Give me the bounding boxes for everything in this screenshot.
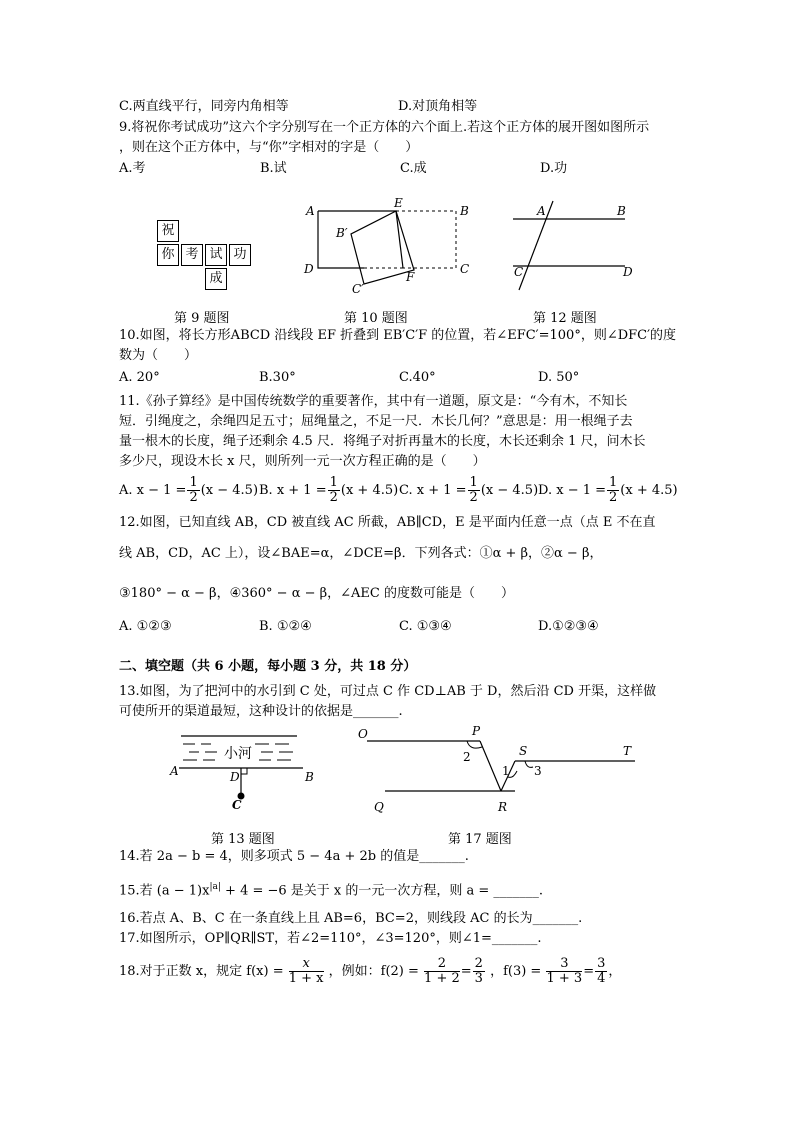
fig17-label-o: O: [358, 727, 368, 741]
fig13-label-c: C: [232, 798, 242, 812]
fig10-caption: 第 10 题图: [344, 311, 408, 326]
q11-line2: 短．引绳度之，余绳四足五寸；屈绳量之，不足一尺．木长几何？”意思是：用一根绳子去: [119, 414, 633, 429]
net-cell-zhu: 祝: [157, 220, 179, 242]
q16-line: 16.若点 A、B、C 在一条直线上且 AB=6，BC=2，则线段 AC 的长为_______.: [119, 911, 583, 926]
q12-option-b: B. ①②④: [259, 619, 312, 634]
q11-b-pre: B. x + 1 =: [259, 483, 327, 498]
q11-c-pre: C. x + 1 =: [399, 483, 467, 498]
q9-option-d: D.功: [540, 161, 568, 176]
q10-line2: 数为（ ）: [119, 348, 198, 363]
fig10-label-bprime: B′: [336, 226, 348, 240]
q11-a-post: (x − 4.5): [200, 483, 259, 498]
fraction-e2-result: $\frac{3}{4}$: [597, 956, 606, 986]
q12-option-a: A. ①②③: [119, 619, 172, 634]
fraction-half: $\frac{1}{2}$: [469, 475, 478, 505]
q11-line4: 多少尺，现设木长 x 尺，则所列一元一次方程正确的是（ ）: [119, 454, 486, 469]
q10-line1: 10.如图，将长方形ABCD 沿线段 EF 折叠到 EB′C′F 的位置，若∠EFC′=100°，则∠DFC′的度: [119, 328, 677, 343]
q8-option-d: D.对顶角相等: [398, 99, 478, 114]
fraction-half: $\frac{1}{2}$: [189, 475, 198, 505]
fraction-e1: $\frac{2}{1 + 2}$: [424, 956, 460, 986]
q15-line: 15.若 $(a - 1)x^{|a|} + 4 = -6$ 是关于 x 的一元一次方程，则 a = _______.: [119, 882, 544, 899]
q10-option-a: A. 20°: [119, 370, 160, 385]
fig10-label-cprime: C′: [352, 282, 364, 296]
fraction-f: $\frac{x}{1 + x}$: [288, 956, 324, 986]
q10-option-d: D. 50°: [538, 370, 580, 385]
q13-line1: 13.如图，为了把河中的水引到 C 处，可过点 C 作 CD⊥AB 于 D，然后沿 CD 开渠，这样做: [119, 684, 657, 699]
fig12-label-d: D: [623, 265, 633, 279]
fig10-label-a: A: [306, 204, 315, 218]
fig17-label-angle1: 1: [502, 764, 510, 778]
fig17-label-r: R: [498, 800, 508, 814]
fig17-label-q: Q: [374, 800, 384, 814]
q12-option-c: C. ①③④: [399, 619, 452, 634]
q11-d-post: (x + 4.5): [620, 483, 678, 498]
fig12-label-c: C: [514, 265, 524, 279]
fold-rectangle-figure: [296, 198, 476, 298]
q10-option-c: C.40°: [399, 370, 436, 385]
fraction-e1-result: $\frac{2}{3}$: [474, 956, 483, 986]
fig13-label-a: A: [170, 764, 179, 778]
q9-option-c: C.成: [400, 161, 427, 176]
q11-line3: 量一根木的长度，绳子还剩余 4.5 尺．将绳子对折再量木的长度，木长还剩余 1 尺，问木长: [119, 434, 646, 449]
fig13-label-b: B: [305, 770, 314, 784]
fig12-caption: 第 12 题图: [533, 311, 597, 326]
q9-option-b: B.试: [260, 161, 287, 176]
q11-option-b: [259, 476, 398, 505]
fig13-label-d: D: [230, 770, 240, 784]
fig10-label-d: D: [304, 262, 314, 276]
fig10-label-f: F: [406, 270, 415, 284]
net-cell-kao: 考: [181, 244, 203, 266]
fraction-half: $\frac{1}{2}$: [609, 475, 618, 505]
fig17-label-angle3: 3: [534, 764, 542, 778]
fig12-label-b: B: [617, 204, 626, 218]
q17-line: 17.如图所示，OP∥QR∥ST，若∠2=110°，∠3=120°，则∠1=_______.: [119, 931, 542, 946]
fig10-label-e: E: [394, 196, 403, 210]
q11-option-a: [119, 476, 258, 505]
fraction-half: $\frac{1}{2}$: [329, 475, 338, 505]
q12-line2: 线 AB，CD，AC 上），设∠BAE=α，∠DCE=β．下列各式：①α + β，②α − β，: [119, 546, 603, 561]
q13-line2: 可使所开的渠道最短，这种设计的依据是_______.: [119, 704, 403, 719]
net-cell-gong: 功: [229, 244, 251, 266]
q14-line: 14.若 2a − b = 4，则多项式 5 − 4a + 2b 的值是_______.: [119, 849, 469, 864]
q11-c-post: (x − 4.5): [480, 483, 539, 498]
q11-line1: 11.《孙子算经》是中国传统数学的重要著作，其中有一道题，原文是：“今有木，不知长: [119, 394, 628, 409]
fig17-caption: 第 17 题图: [448, 832, 512, 847]
fig10-label-b: B: [460, 204, 469, 218]
fig17-label-angle2: 2: [463, 750, 471, 764]
q11-b-post: (x + 4.5): [340, 483, 399, 498]
cube-net-figure: [157, 220, 257, 300]
q11-d-pre: D. x − 1 =: [538, 483, 607, 498]
net-cell-ni: 你: [157, 244, 179, 266]
q9-option-a: A.考: [119, 161, 146, 176]
fraction-e2: $\frac{3}{1 + 3}$: [546, 956, 583, 986]
section-fill-in-blank-title: 二、填空题（共 6 小题，每小题 3 分，共 18 分）: [119, 659, 417, 674]
q18-line: 18.对于正数 x，规定 f(x) = $\frac{x}{1 + x}$ ，例如：f(2) = $\frac{2}{1 + 2}$ = $\frac{2}{3}$ ，f(3) = $\frac{3}{1 + 3}$ = $\frac{3}{4}$ ，: [119, 956, 622, 986]
fig10-label-c: C: [460, 262, 470, 276]
net-cell-cheng: 成: [205, 268, 227, 290]
q11-option-d: [538, 476, 678, 505]
fig13-caption: 第 13 题图: [211, 832, 275, 847]
q10-option-b: B.30°: [259, 370, 296, 385]
net-cell-shi: 试: [205, 244, 227, 266]
fig17-label-s: S: [519, 744, 528, 758]
fig12-label-a: A: [537, 204, 546, 218]
q9-line2: ，则在这个正方体中，与“你”字相对的字是（ ）: [119, 140, 419, 155]
q12-line3: ③180° − α − β，④360° − α − β，∠AEC 的度数可能是（ ）: [119, 586, 515, 601]
q8-option-c: C.两直线平行，同旁内角相等: [119, 99, 289, 114]
fig9-caption: 第 9 题图: [174, 311, 230, 326]
q11-option-c: [399, 476, 538, 505]
q12-option-d: D.①②③④: [538, 619, 599, 634]
river-label: 小河: [224, 746, 252, 762]
q12-line1: 12.如图，已知直线 AB，CD 被直线 AC 所截，AB∥CD，E 是平面内任意一点（点 E 不在直: [119, 515, 656, 530]
fig17-label-t: T: [623, 744, 632, 758]
fig17-label-p: P: [472, 724, 481, 738]
q9-line1: 9.将祝你考试成功”这六个字分别写在一个正方体的六个面上.若这个正方体的展开图如图所示: [119, 120, 650, 135]
q11-a-pre: A. x − 1 =: [119, 483, 187, 498]
